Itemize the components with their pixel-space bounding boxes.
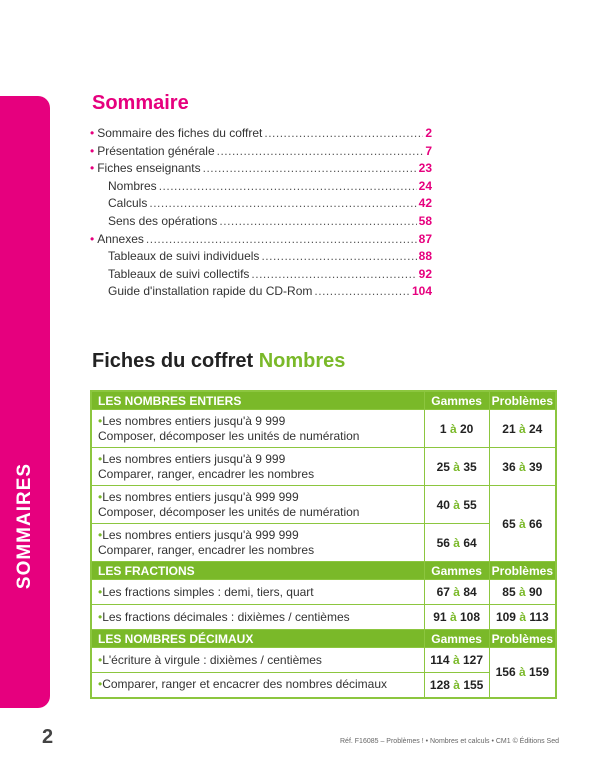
bullet-icon: • — [98, 677, 103, 692]
toc-item[interactable] — [90, 267, 432, 285]
range-sep: à — [453, 677, 460, 692]
row-description — [91, 605, 424, 630]
section-title: LES NOMBRES DÉCIMAUX — [91, 630, 424, 648]
range-to: 159 — [529, 665, 550, 680]
table-row — [91, 648, 556, 673]
side-tab — [0, 96, 50, 708]
range-to: 127 — [462, 653, 484, 667]
dot-leader — [314, 284, 410, 298]
range-sep: à — [449, 421, 457, 436]
range-to: 90 — [529, 585, 543, 599]
range-from: 85 — [502, 585, 516, 599]
gammes-range — [424, 524, 489, 562]
bullet-icon: • — [98, 413, 103, 428]
dot-leader — [159, 179, 417, 193]
range-sep: à — [453, 497, 460, 512]
toc-item[interactable] — [90, 249, 432, 267]
range-from: 36 — [502, 459, 516, 474]
problemes-range — [489, 648, 556, 698]
problemes-range — [489, 605, 556, 630]
dot-leader — [146, 232, 417, 246]
fiches-title-subject: Nombres — [258, 350, 346, 372]
problemes-range — [489, 448, 556, 486]
toc-item[interactable] — [90, 284, 432, 302]
problemes-range — [489, 486, 556, 562]
gammes-range — [424, 486, 489, 524]
fiches-title-main: Fiches du coffret — [92, 350, 254, 372]
range-from: 21 — [502, 421, 516, 436]
range-to: 20 — [459, 421, 474, 436]
toc-page: 58 — [418, 213, 432, 228]
toc-page: 92 — [418, 266, 432, 281]
row-line1: Comparer, ranger et encacrer des nombres décimaux — [102, 677, 388, 692]
dot-leader — [264, 126, 423, 140]
problemes-range — [489, 410, 556, 448]
table-of-contents — [90, 126, 432, 302]
toc-page: 104 — [411, 284, 432, 299]
dot-leader — [261, 249, 416, 263]
row-description — [91, 524, 424, 562]
bullet-icon: • — [90, 143, 95, 158]
row-line2: Composer, décomposer les unités de numération — [98, 504, 360, 519]
col-gammes: Gammes — [424, 391, 489, 410]
col-gammes: Gammes — [424, 562, 489, 580]
bullet-icon: • — [98, 489, 103, 504]
section-title: LES NOMBRES ENTIERS — [91, 391, 424, 410]
fiches-table — [90, 390, 557, 699]
range-sep: à — [453, 459, 460, 474]
range-to: 66 — [529, 516, 543, 531]
range-sep: à — [519, 610, 526, 624]
range-to: 35 — [463, 459, 477, 474]
dot-leader — [217, 144, 424, 158]
range-sep: à — [453, 585, 460, 599]
col-gammes: Gammes — [424, 630, 489, 648]
toc-label: Sommaire des fiches du coffret — [97, 126, 263, 140]
row-description — [91, 648, 424, 673]
range-from: 67 — [436, 585, 450, 599]
table-row — [91, 410, 556, 448]
toc-page: 24 — [418, 178, 432, 193]
row-line1: Les nombres entiers jusqu'à 9 999 — [102, 451, 286, 466]
toc-item[interactable] — [90, 161, 432, 179]
range-from: 91 — [433, 610, 447, 624]
bullet-icon: • — [98, 451, 103, 466]
col-problemes: Problèmes — [489, 630, 556, 648]
row-description — [91, 673, 424, 698]
row-description — [91, 410, 424, 448]
range-sep: à — [518, 421, 526, 436]
table-row — [91, 524, 556, 562]
range-sep: à — [449, 610, 457, 624]
gammes-range — [424, 605, 489, 630]
toc-label: Annexes — [97, 231, 144, 246]
toc-item[interactable] — [90, 214, 432, 232]
dot-leader — [149, 196, 416, 210]
col-problemes: Problèmes — [489, 391, 556, 410]
range-to: 113 — [529, 610, 549, 624]
range-from: 156 — [495, 665, 516, 680]
range-to: 55 — [463, 497, 477, 512]
range-to: 39 — [529, 459, 543, 474]
dot-leader — [219, 214, 416, 228]
range-sep: à — [453, 535, 460, 550]
gammes-range — [424, 580, 489, 605]
row-line1: Les nombres entiers jusqu'à 999 999 — [102, 489, 299, 504]
bullet-icon: • — [98, 584, 103, 599]
toc-item[interactable] — [90, 179, 432, 197]
toc-item[interactable] — [90, 144, 432, 162]
table-row — [91, 605, 556, 630]
range-sep: à — [518, 665, 526, 680]
toc-page: 2 — [425, 126, 432, 140]
toc-page: 7 — [425, 143, 432, 158]
gammes-range — [424, 448, 489, 486]
range-from: 40 — [436, 497, 450, 512]
range-sep: à — [518, 459, 526, 474]
toc-label: Présentation générale — [97, 143, 215, 158]
range-to: 64 — [463, 535, 477, 550]
row-line2: Comparer, ranger, encadrer les nombres — [98, 542, 315, 557]
toc-label: Tableaux de suivi individuels — [108, 249, 260, 264]
problemes-range — [489, 580, 556, 605]
toc-label: Fiches enseignants — [97, 161, 201, 176]
row-line1: Les nombres entiers jusqu'à 9 999 — [102, 413, 286, 428]
section-header — [91, 391, 556, 410]
table-row — [91, 448, 556, 486]
section-title: LES FRACTIONS — [91, 562, 424, 580]
range-from: 1 — [439, 421, 447, 436]
range-from: 128 — [429, 677, 450, 692]
range-to: 24 — [529, 421, 543, 436]
row-line1: Les fractions décimales : dixièmes / centièmes — [102, 609, 350, 624]
toc-item[interactable] — [90, 126, 432, 144]
bullet-icon: • — [98, 652, 103, 667]
bullet-icon: • — [98, 527, 103, 542]
range-from: 65 — [502, 516, 516, 531]
section-header — [91, 630, 556, 648]
table-row — [91, 580, 556, 605]
range-sep: à — [518, 516, 526, 531]
side-tab-label: SOMMAIRES — [14, 462, 35, 590]
table-row — [91, 673, 556, 698]
toc-label: Sens des opérations — [108, 213, 218, 228]
toc-label: Guide d'installation rapide du CD-Rom — [108, 284, 313, 299]
dot-leader — [251, 267, 416, 281]
range-from: 25 — [436, 459, 450, 474]
gammes-range — [424, 410, 489, 448]
toc-page: 23 — [418, 161, 432, 176]
row-description — [91, 486, 424, 524]
bullet-icon: • — [90, 126, 95, 140]
range-from: 56 — [436, 535, 450, 550]
range-sep: à — [452, 653, 460, 667]
toc-page: 87 — [418, 231, 432, 246]
toc-label: Nombres — [108, 178, 157, 193]
toc-label: Tableaux de suivi collectifs — [108, 266, 250, 281]
range-from: 109 — [495, 610, 516, 624]
range-from: 114 — [430, 653, 450, 667]
section-header — [91, 562, 556, 580]
row-description — [91, 448, 424, 486]
dot-leader — [203, 161, 417, 175]
col-problemes: Problèmes — [489, 562, 556, 580]
row-line1: Les fractions simples : demi, tiers, quart — [102, 584, 314, 599]
toc-label: Calculs — [108, 196, 148, 211]
bullet-icon: • — [90, 231, 95, 246]
row-line2: Composer, décomposer les unités de numération — [98, 428, 360, 443]
bullet-icon: • — [98, 609, 103, 624]
toc-item[interactable] — [90, 196, 432, 214]
row-description — [91, 580, 424, 605]
gammes-range — [424, 673, 489, 698]
footer-reference: Réf. F16085 – Problèmes ! • Nombres et calculs • CM1 © Éditions Sed — [340, 738, 559, 745]
page-number: 2 — [42, 726, 54, 748]
fiches-title — [92, 350, 345, 373]
toc-item[interactable] — [90, 232, 432, 250]
gammes-range — [424, 648, 489, 673]
table-row — [91, 486, 556, 524]
range-sep: à — [518, 585, 526, 599]
range-to: 84 — [463, 585, 477, 599]
bullet-icon: • — [90, 161, 95, 176]
toc-page: 42 — [418, 196, 432, 211]
row-line2: Comparer, ranger, encadrer les nombres — [98, 466, 315, 481]
range-to: 155 — [463, 677, 484, 692]
row-line1: L'écriture à virgule : dixièmes / centièmes — [102, 652, 322, 667]
range-to: 108 — [459, 610, 481, 624]
toc-page: 88 — [418, 249, 432, 264]
row-line1: Les nombres entiers jusqu'à 999 999 — [102, 527, 299, 542]
sommaire-title: Sommaire — [92, 92, 189, 114]
